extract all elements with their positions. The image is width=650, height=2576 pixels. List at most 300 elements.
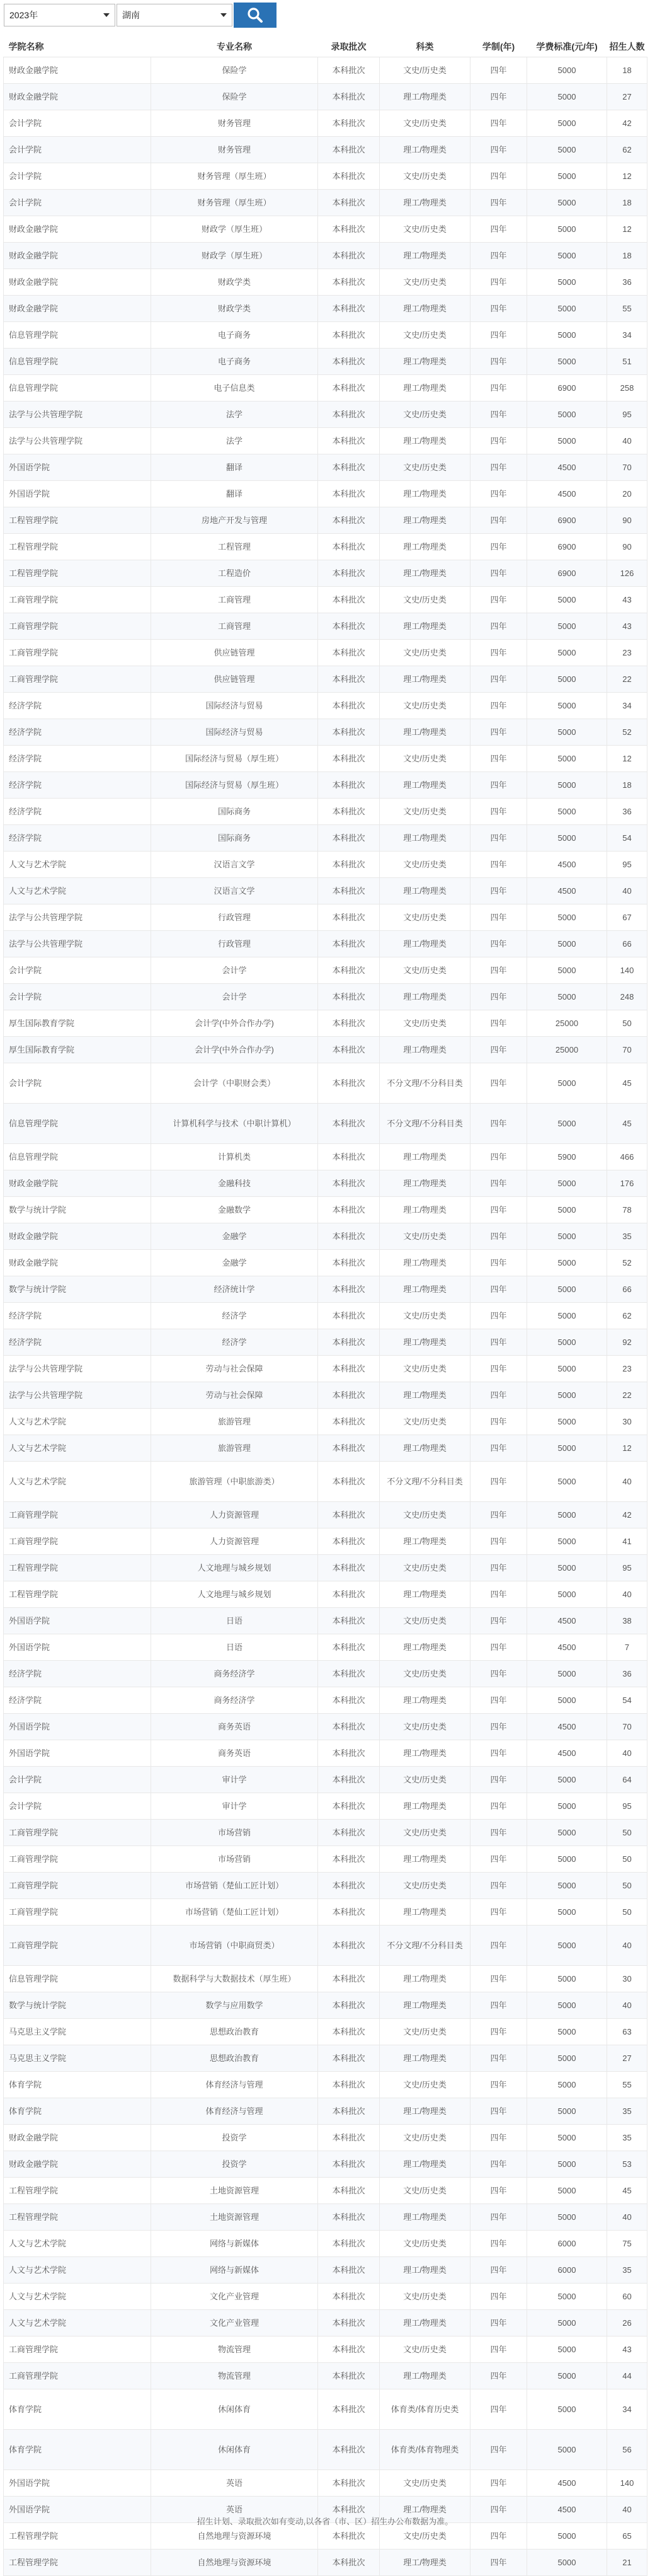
cell-enrollment: 64	[607, 1767, 647, 1793]
table-row	[4, 746, 647, 772]
cell-college: 会计学院	[4, 190, 151, 216]
cell-college: 人文与艺术学院	[4, 2284, 151, 2310]
cell-duration: 四年	[470, 1170, 527, 1197]
cell-category: 理工/物理类	[380, 243, 470, 269]
cell-batch: 本科批次	[318, 772, 380, 799]
cell-tuition: 5000	[527, 1104, 607, 1144]
cell-tuition: 5000	[527, 1581, 607, 1608]
cell-tuition: 5000	[527, 2045, 607, 2072]
cell-enrollment: 55	[607, 296, 647, 322]
table-row	[4, 1276, 647, 1303]
cell-duration: 四年	[470, 1687, 527, 1714]
table-row	[4, 587, 647, 613]
cell-college: 厚生国际教育学院	[4, 1037, 151, 1063]
cell-college: 信息管理学院	[4, 1966, 151, 1992]
cell-major: 金融学	[151, 1250, 318, 1276]
cell-enrollment: 45	[607, 1104, 647, 1144]
cell-tuition: 4500	[527, 1634, 607, 1661]
cell-category: 文史/历史类	[380, 1356, 470, 1382]
cell-major: 体育经济与管理	[151, 2072, 318, 2098]
cell-batch: 本科批次	[318, 2550, 380, 2576]
cell-college: 工程管理学院	[4, 2204, 151, 2231]
cell-enrollment: 50	[607, 1873, 647, 1899]
cell-category: 文史/历史类	[380, 1608, 470, 1634]
cell-major: 汉语言文学	[151, 852, 318, 878]
cell-college: 经济学院	[4, 1303, 151, 1329]
cell-category: 理工/物理类	[380, 1144, 470, 1170]
cell-batch: 本科批次	[318, 243, 380, 269]
cell-duration: 四年	[470, 931, 527, 957]
cell-tuition: 5000	[527, 1276, 607, 1303]
cell-tuition: 5000	[527, 1555, 607, 1581]
cell-duration: 四年	[470, 1899, 527, 1926]
table-row	[4, 2550, 647, 2576]
table-row	[4, 2389, 647, 2430]
cell-duration: 四年	[470, 1197, 527, 1223]
cell-tuition: 4500	[527, 2497, 607, 2523]
cell-college: 经济学院	[4, 719, 151, 746]
cell-category: 理工/物理类	[380, 1740, 470, 1767]
cell-duration: 四年	[470, 613, 527, 640]
table-row	[4, 2430, 647, 2470]
cell-tuition: 5000	[527, 216, 607, 243]
cell-category: 文史/历史类	[380, 2284, 470, 2310]
cell-duration: 四年	[470, 2257, 527, 2284]
cell-tuition: 4500	[527, 1608, 607, 1634]
cell-college: 人文与艺术学院	[4, 2310, 151, 2336]
table-row	[4, 2045, 647, 2072]
cell-tuition: 5000	[527, 2310, 607, 2336]
cell-duration: 四年	[470, 2336, 527, 2363]
cell-major: 财务管理	[151, 110, 318, 137]
cell-enrollment: 50	[607, 1846, 647, 1873]
cell-tuition: 5000	[527, 693, 607, 719]
cell-tuition: 5000	[527, 613, 607, 640]
cell-tuition: 5000	[527, 296, 607, 322]
table-row	[4, 2178, 647, 2204]
cell-duration: 四年	[470, 1873, 527, 1899]
search-button[interactable]	[234, 3, 277, 28]
cell-major: 思想政治教育	[151, 2019, 318, 2045]
cell-duration: 四年	[470, 2363, 527, 2389]
cell-enrollment: 40	[607, 1992, 647, 2019]
table-row	[4, 2019, 647, 2045]
cell-duration: 四年	[470, 454, 527, 481]
cell-college: 人文与艺术学院	[4, 1409, 151, 1435]
cell-duration: 四年	[470, 1608, 527, 1634]
cell-major: 商务经济学	[151, 1687, 318, 1714]
cell-tuition: 4500	[527, 481, 607, 507]
cell-category: 理工/物理类	[380, 1435, 470, 1462]
cell-duration: 四年	[470, 243, 527, 269]
search-icon	[246, 6, 264, 24]
cell-duration: 四年	[470, 1966, 527, 1992]
cell-college: 工程管理学院	[4, 2178, 151, 2204]
cell-tuition: 5000	[527, 84, 607, 110]
cell-enrollment: 45	[607, 2178, 647, 2204]
cell-enrollment: 18	[607, 190, 647, 216]
cell-tuition: 5000	[527, 984, 607, 1010]
cell-batch: 本科批次	[318, 349, 380, 375]
table-row	[4, 719, 647, 746]
cell-college: 经济学院	[4, 825, 151, 852]
cell-duration: 四年	[470, 534, 527, 560]
cell-college: 财政金融学院	[4, 216, 151, 243]
cell-college: 工商管理学院	[4, 613, 151, 640]
cell-college: 工商管理学院	[4, 640, 151, 666]
cell-duration: 四年	[470, 1992, 527, 2019]
cell-enrollment: 40	[607, 878, 647, 904]
cell-duration: 四年	[470, 2523, 527, 2550]
cell-college: 工程管理学院	[4, 2550, 151, 2576]
cell-batch: 本科批次	[318, 1555, 380, 1581]
cell-enrollment: 36	[607, 1661, 647, 1687]
cell-enrollment: 50	[607, 1820, 647, 1846]
cell-category: 理工/物理类	[380, 1966, 470, 1992]
cell-enrollment: 21	[607, 2550, 647, 2576]
cell-batch: 本科批次	[318, 746, 380, 772]
cell-major: 金融科技	[151, 1170, 318, 1197]
cell-major: 体育经济与管理	[151, 2098, 318, 2125]
cell-duration: 四年	[470, 666, 527, 693]
cell-tuition: 4500	[527, 2470, 607, 2497]
table-header-row	[4, 37, 647, 57]
cell-tuition: 5000	[527, 1687, 607, 1714]
cell-duration: 四年	[470, 481, 527, 507]
cell-category: 文史/历史类	[380, 2231, 470, 2257]
cell-duration: 四年	[470, 137, 527, 163]
cell-tuition: 5000	[527, 2125, 607, 2151]
year-select[interactable]	[4, 4, 115, 26]
cell-tuition: 5000	[527, 904, 607, 931]
cell-duration: 四年	[470, 984, 527, 1010]
cell-category: 理工/物理类	[380, 1992, 470, 2019]
cell-college: 体育学院	[4, 2098, 151, 2125]
cell-duration: 四年	[470, 2072, 527, 2098]
cell-college: 马克思主义学院	[4, 2045, 151, 2072]
cell-tuition: 4500	[527, 878, 607, 904]
table-row	[4, 1899, 647, 1926]
cell-major: 会计学	[151, 984, 318, 1010]
cell-category: 理工/物理类	[380, 1687, 470, 1714]
table-row	[4, 296, 647, 322]
cell-category: 文史/历史类	[380, 640, 470, 666]
cell-batch: 本科批次	[318, 1846, 380, 1873]
cell-batch: 本科批次	[318, 1462, 380, 1502]
cell-major: 行政管理	[151, 931, 318, 957]
table-row	[4, 507, 647, 534]
cell-enrollment: 55	[607, 2072, 647, 2098]
cell-batch: 本科批次	[318, 1223, 380, 1250]
cell-major: 会计学(中外合作办学)	[151, 1037, 318, 1063]
table-row	[4, 1992, 647, 2019]
cell-college: 财政金融学院	[4, 243, 151, 269]
cell-enrollment: 23	[607, 1356, 647, 1382]
cell-batch: 本科批次	[318, 931, 380, 957]
cell-college: 外国语学院	[4, 1714, 151, 1740]
cell-duration: 四年	[470, 1502, 527, 1528]
cell-category: 理工/物理类	[380, 878, 470, 904]
cell-tuition: 5000	[527, 137, 607, 163]
province-select[interactable]	[117, 4, 232, 26]
table-row	[4, 693, 647, 719]
cell-college: 人文与艺术学院	[4, 852, 151, 878]
cell-enrollment: 30	[607, 1966, 647, 1992]
cell-duration: 四年	[470, 84, 527, 110]
cell-college: 外国语学院	[4, 2470, 151, 2497]
cell-batch: 本科批次	[318, 2072, 380, 2098]
cell-category: 文史/历史类	[380, 1555, 470, 1581]
cell-duration: 四年	[470, 1435, 527, 1462]
cell-major: 电子商务	[151, 322, 318, 349]
cell-college: 马克思主义学院	[4, 2019, 151, 2045]
cell-college: 法学与公共管理学院	[4, 1356, 151, 1382]
cell-college: 外国语学院	[4, 1608, 151, 1634]
cell-duration: 四年	[470, 1303, 527, 1329]
table-row	[4, 1462, 647, 1502]
cell-batch: 本科批次	[318, 269, 380, 296]
cell-batch: 本科批次	[318, 1037, 380, 1063]
cell-major: 商务英语	[151, 1740, 318, 1767]
cell-batch: 本科批次	[318, 2363, 380, 2389]
cell-batch: 本科批次	[318, 57, 380, 84]
cell-tuition: 5000	[527, 719, 607, 746]
cell-category: 文史/历史类	[380, 904, 470, 931]
cell-tuition: 5000	[527, 931, 607, 957]
cell-batch: 本科批次	[318, 534, 380, 560]
cell-college: 经济学院	[4, 772, 151, 799]
cell-college: 数学与统计学院	[4, 1197, 151, 1223]
cell-category: 理工/物理类	[380, 613, 470, 640]
cell-enrollment: 70	[607, 454, 647, 481]
cell-batch: 本科批次	[318, 2045, 380, 2072]
cell-tuition: 5000	[527, 163, 607, 190]
cell-category: 文史/历史类	[380, 1714, 470, 1740]
cell-major: 会计学（中职财会类）	[151, 1063, 318, 1104]
cell-batch: 本科批次	[318, 1250, 380, 1276]
cell-tuition: 5000	[527, 1528, 607, 1555]
cell-tuition: 5000	[527, 825, 607, 852]
cell-tuition: 5000	[527, 190, 607, 216]
cell-category: 理工/物理类	[380, 984, 470, 1010]
cell-category: 文史/历史类	[380, 1303, 470, 1329]
cell-duration: 四年	[470, 2178, 527, 2204]
cell-batch: 本科批次	[318, 428, 380, 454]
cell-duration: 四年	[470, 2125, 527, 2151]
cell-college: 会计学院	[4, 1063, 151, 1104]
cell-college: 数学与统计学院	[4, 1992, 151, 2019]
cell-category: 不分文理/不分科目类	[380, 1926, 470, 1966]
table-row	[4, 666, 647, 693]
cell-tuition: 5000	[527, 640, 607, 666]
cell-tuition: 5000	[527, 2523, 607, 2550]
cell-category: 理工/物理类	[380, 2497, 470, 2523]
cell-major: 市场营销（中职商贸类）	[151, 1926, 318, 1966]
cell-category: 文史/历史类	[380, 799, 470, 825]
cell-batch: 本科批次	[318, 1197, 380, 1223]
cell-college: 工程管理学院	[4, 560, 151, 587]
cell-enrollment: 12	[607, 216, 647, 243]
cell-batch: 本科批次	[318, 296, 380, 322]
cell-tuition: 5000	[527, 1767, 607, 1793]
cell-college: 工程管理学院	[4, 534, 151, 560]
cell-duration: 四年	[470, 957, 527, 984]
cell-enrollment: 65	[607, 2523, 647, 2550]
cell-category: 理工/物理类	[380, 560, 470, 587]
table-row	[4, 1010, 647, 1037]
cell-tuition: 4500	[527, 454, 607, 481]
cell-major: 财务管理（厚生班）	[151, 163, 318, 190]
cell-enrollment: 18	[607, 772, 647, 799]
cell-major: 行政管理	[151, 904, 318, 931]
cell-enrollment: 40	[607, 428, 647, 454]
cell-enrollment: 36	[607, 269, 647, 296]
cell-duration: 四年	[470, 1793, 527, 1820]
cell-batch: 本科批次	[318, 1873, 380, 1899]
cell-enrollment: 42	[607, 110, 647, 137]
cell-enrollment: 248	[607, 984, 647, 1010]
cell-duration: 四年	[470, 1528, 527, 1555]
cell-major: 国际经济与贸易	[151, 693, 318, 719]
table-row	[4, 401, 647, 428]
cell-college: 会计学院	[4, 163, 151, 190]
cell-tuition: 4500	[527, 852, 607, 878]
cell-batch: 本科批次	[318, 587, 380, 613]
cell-major: 金融数学	[151, 1197, 318, 1223]
footer-note: 招生计划、录取批次如有变动,以各省（市、区）招生办公布数据为准。	[197, 2517, 453, 2526]
cell-tuition: 5000	[527, 2151, 607, 2178]
cell-batch: 本科批次	[318, 507, 380, 534]
cell-major: 财政学（厚生班）	[151, 243, 318, 269]
chevron-down-icon	[103, 13, 110, 17]
table-row	[4, 1740, 647, 1767]
cell-major: 供应链管理	[151, 640, 318, 666]
cell-enrollment: 40	[607, 1926, 647, 1966]
cell-batch: 本科批次	[318, 1303, 380, 1329]
cell-batch: 本科批次	[318, 1714, 380, 1740]
cell-tuition: 5000	[527, 349, 607, 375]
cell-major: 汉语言文学	[151, 878, 318, 904]
table-row	[4, 84, 647, 110]
cell-duration: 四年	[470, 825, 527, 852]
table-row	[4, 825, 647, 852]
cell-batch: 本科批次	[318, 1276, 380, 1303]
table-row	[4, 772, 647, 799]
cell-batch: 本科批次	[318, 1144, 380, 1170]
cell-college: 财政金融学院	[4, 84, 151, 110]
cell-major: 房地产开发与管理	[151, 507, 318, 534]
cell-enrollment: 70	[607, 1714, 647, 1740]
cell-major: 市场营销（楚仙工匠计划）	[151, 1873, 318, 1899]
cell-tuition: 5000	[527, 428, 607, 454]
cell-tuition: 5000	[527, 1661, 607, 1687]
table-row	[4, 904, 647, 931]
cell-duration: 四年	[470, 1740, 527, 1767]
cell-college: 财政金融学院	[4, 2125, 151, 2151]
cell-duration: 四年	[470, 1820, 527, 1846]
cell-category: 理工/物理类	[380, 1634, 470, 1661]
cell-batch: 本科批次	[318, 1767, 380, 1793]
cell-college: 经济学院	[4, 799, 151, 825]
cell-college: 外国语学院	[4, 1740, 151, 1767]
cell-tuition: 5000	[527, 1992, 607, 2019]
cell-enrollment: 95	[607, 1555, 647, 1581]
cell-category: 文史/历史类	[380, 2125, 470, 2151]
cell-enrollment: 62	[607, 1303, 647, 1329]
cell-major: 土地资源管理	[151, 2204, 318, 2231]
cell-enrollment: 40	[607, 1740, 647, 1767]
cell-category: 理工/物理类	[380, 2257, 470, 2284]
cell-college: 会计学院	[4, 957, 151, 984]
cell-enrollment: 60	[607, 2284, 647, 2310]
cell-tuition: 5000	[527, 746, 607, 772]
cell-enrollment: 12	[607, 746, 647, 772]
cell-batch: 本科批次	[318, 2284, 380, 2310]
header-enrollment: 招生人数	[607, 37, 647, 57]
chevron-down-icon	[220, 13, 227, 17]
cell-enrollment: 27	[607, 84, 647, 110]
table-row	[4, 349, 647, 375]
table-row	[4, 1382, 647, 1409]
cell-college: 工商管理学院	[4, 666, 151, 693]
table-row	[4, 1528, 647, 1555]
cell-college: 会计学院	[4, 110, 151, 137]
cell-category: 理工/物理类	[380, 2363, 470, 2389]
cell-category: 理工/物理类	[380, 296, 470, 322]
table-row	[4, 1409, 647, 1435]
cell-major: 财政学类	[151, 269, 318, 296]
cell-major: 人力资源管理	[151, 1528, 318, 1555]
cell-duration: 四年	[470, 1063, 527, 1104]
cell-category: 文史/历史类	[380, 401, 470, 428]
cell-major: 审计学	[151, 1767, 318, 1793]
cell-duration: 四年	[470, 2045, 527, 2072]
cell-category: 理工/物理类	[380, 2098, 470, 2125]
table-row	[4, 57, 647, 84]
table-row	[4, 984, 647, 1010]
cell-duration: 四年	[470, 1846, 527, 1873]
cell-major: 财务管理	[151, 137, 318, 163]
cell-category: 文史/历史类	[380, 1661, 470, 1687]
cell-college: 工商管理学院	[4, 587, 151, 613]
cell-college: 财政金融学院	[4, 2151, 151, 2178]
cell-college: 工商管理学院	[4, 1873, 151, 1899]
cell-batch: 本科批次	[318, 1899, 380, 1926]
cell-major: 文化产业管理	[151, 2310, 318, 2336]
cell-category: 体育类/体育历史类	[380, 2389, 470, 2430]
cell-category: 文史/历史类	[380, 2178, 470, 2204]
cell-college: 工商管理学院	[4, 1528, 151, 1555]
cell-category: 文史/历史类	[380, 454, 470, 481]
table-row	[4, 163, 647, 190]
cell-category: 文史/历史类	[380, 322, 470, 349]
table-row	[4, 2098, 647, 2125]
cell-category: 文史/历史类	[380, 693, 470, 719]
table-row	[4, 2363, 647, 2389]
cell-major: 英语	[151, 2470, 318, 2497]
cell-batch: 本科批次	[318, 481, 380, 507]
cell-category: 理工/物理类	[380, 2045, 470, 2072]
cell-enrollment: 92	[607, 1329, 647, 1356]
cell-enrollment: 44	[607, 2363, 647, 2389]
cell-enrollment: 22	[607, 1382, 647, 1409]
cell-batch: 本科批次	[318, 1356, 380, 1382]
cell-category: 理工/物理类	[380, 2204, 470, 2231]
cell-batch: 本科批次	[318, 984, 380, 1010]
cell-college: 外国语学院	[4, 454, 151, 481]
table-row	[4, 1435, 647, 1462]
cell-enrollment: 50	[607, 1010, 647, 1037]
